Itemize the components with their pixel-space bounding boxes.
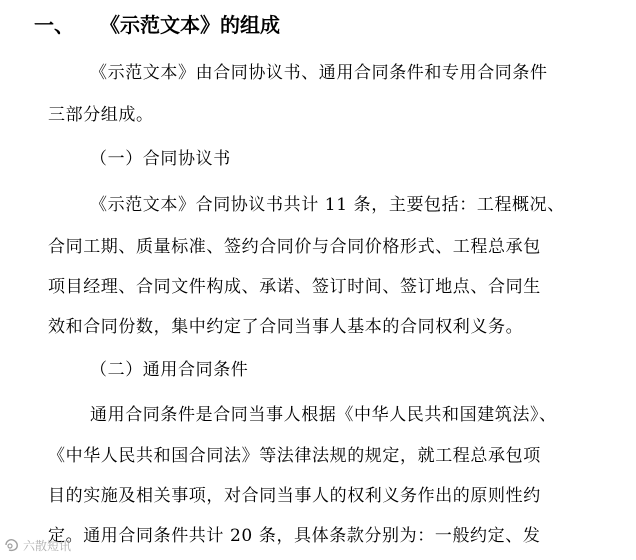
- subsection-title-1: （一）合同协议书: [90, 149, 231, 169]
- paragraph-line: 通用合同条件是合同当事人根据《中华人民共和国建筑法》、: [90, 405, 557, 425]
- paragraph-line: 三部分组成。: [48, 105, 154, 125]
- paragraph-line: 定。通用合同条件共计 20 条，具体条款分别为：一般约定、发: [48, 526, 541, 546]
- paragraph-line: 效和合同份数，集中约定了合同当事人基本的合同权利义务。: [48, 317, 524, 337]
- section-title: 《示范文本》的组成: [100, 13, 280, 37]
- paragraph-line: 合同工期、质量标准、签约合同价与合同价格形式、工程总承包: [48, 237, 541, 257]
- section-heading: [34, 8, 280, 42]
- subsection-title-2: （二）通用合同条件: [90, 360, 249, 380]
- watermark: [4, 534, 71, 556]
- paragraph-line: 《中华人民共和国合同法》等法律法规的规定，就工程总承包项: [48, 446, 541, 466]
- section-number: 一、: [34, 13, 74, 37]
- watermark-logo-icon: [4, 538, 20, 552]
- watermark-text: 六散短讯: [23, 538, 72, 553]
- paragraph-line: 《示范文本》由合同协议书、通用合同条件和专用合同条件: [90, 63, 548, 83]
- paragraph-line: 项目经理、合同文件构成、承诺、签订时间、签订地点、合同生: [48, 277, 541, 297]
- paragraph-line: 目的实施及相关事项，对合同当事人的权利义务作出的原则性约: [48, 486, 541, 506]
- paragraph-line: 《示范文本》合同协议书共计 11 条，主要包括：工程概况、: [90, 195, 565, 215]
